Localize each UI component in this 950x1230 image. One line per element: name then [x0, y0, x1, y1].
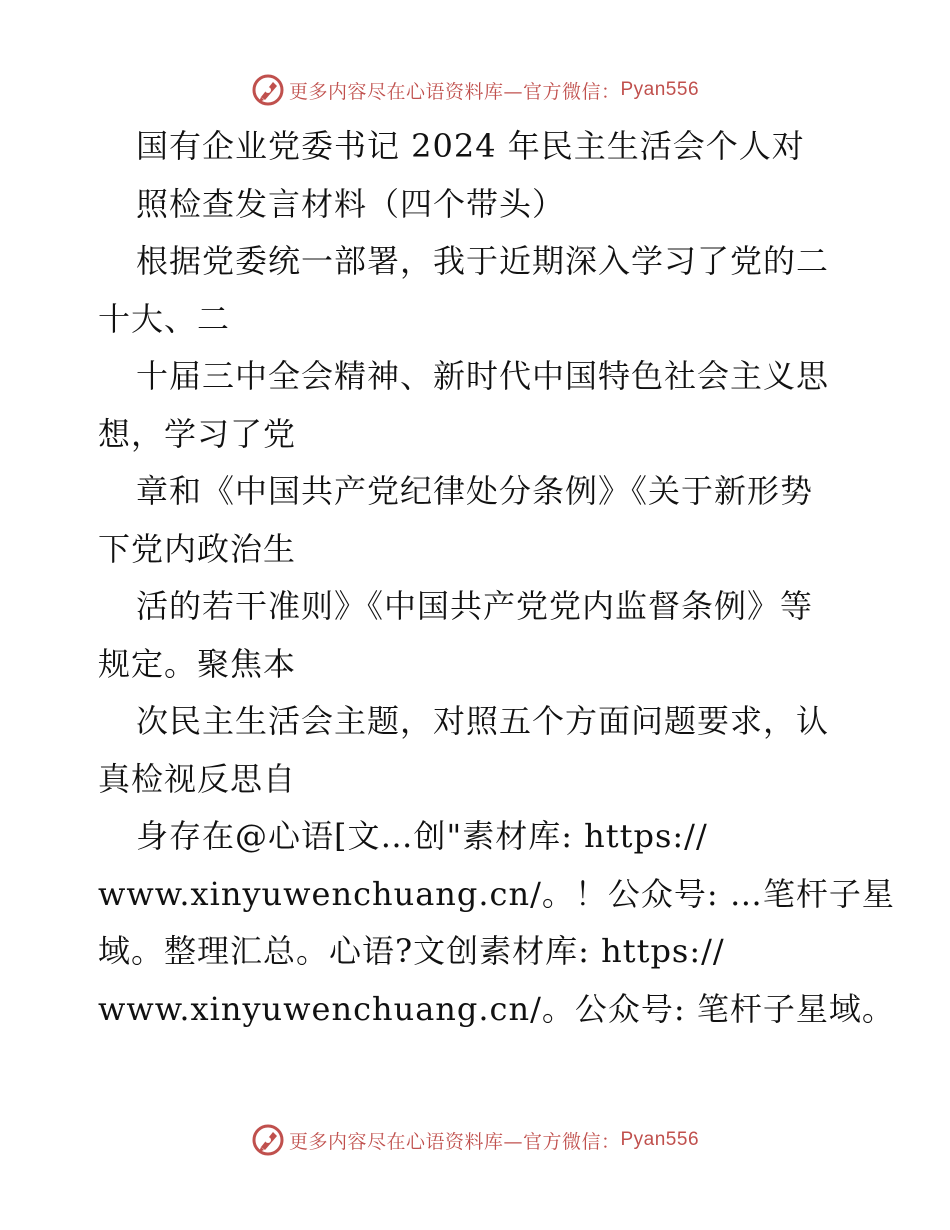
- paragraph-line: www.xinyuwenchuang.cn/。！公众号: …笔杆子星: [98, 874, 895, 913]
- paragraph-line: www.xinyuwenchuang.cn/。公众号: 笔杆子星域。: [98, 989, 895, 1028]
- banner-wechat-id: Pyan556: [620, 1129, 700, 1150]
- paragraph-line: 规定。聚焦本: [98, 644, 297, 683]
- banner-text: 更多内容尽在心语资料库—官方微信：: [288, 80, 621, 103]
- paragraph-line: 活的若干准则》《中国共产党党内监督条例》等: [136, 587, 814, 625]
- document-body: [98, 118, 895, 1038]
- paragraph-line: 十届三中全会精神、新时代中国特色社会主义思: [136, 357, 830, 395]
- footer-banner: [0, 1120, 950, 1160]
- pen-logo-icon: [251, 73, 285, 107]
- title-line-1: 国有企业党委书记 2024 年民主生活会个人对: [136, 127, 805, 165]
- paragraph-line: 真检视反思自: [98, 759, 297, 798]
- paragraph-line: 身存在@心语[文…创"素材库: https://: [136, 817, 708, 855]
- paragraph-line: 十大、二: [98, 299, 231, 338]
- paragraph-line: 域。整理汇总。心语?文创素材库: https://: [98, 932, 725, 970]
- paragraph-line: 根据党委统一部署，我于近期深入学习了党的二: [136, 242, 830, 280]
- banner-wechat-id: Pyan556: [620, 79, 700, 100]
- paragraph-line: 想，学习了党: [98, 414, 297, 453]
- paragraph-line: 次民主生活会主题，对照五个方面问题要求，认: [136, 702, 830, 740]
- title-line-2: 照检查发言材料（四个带头）: [136, 184, 566, 223]
- banner-text: 更多内容尽在心语资料库—官方微信：: [288, 1130, 621, 1153]
- paragraph-line: 下党内政治生: [98, 529, 297, 568]
- pen-logo-icon: [251, 1123, 285, 1157]
- paragraph-line: 章和《中国共产党纪律处分条例》《关于新形势: [136, 472, 814, 510]
- header-banner: [0, 70, 950, 110]
